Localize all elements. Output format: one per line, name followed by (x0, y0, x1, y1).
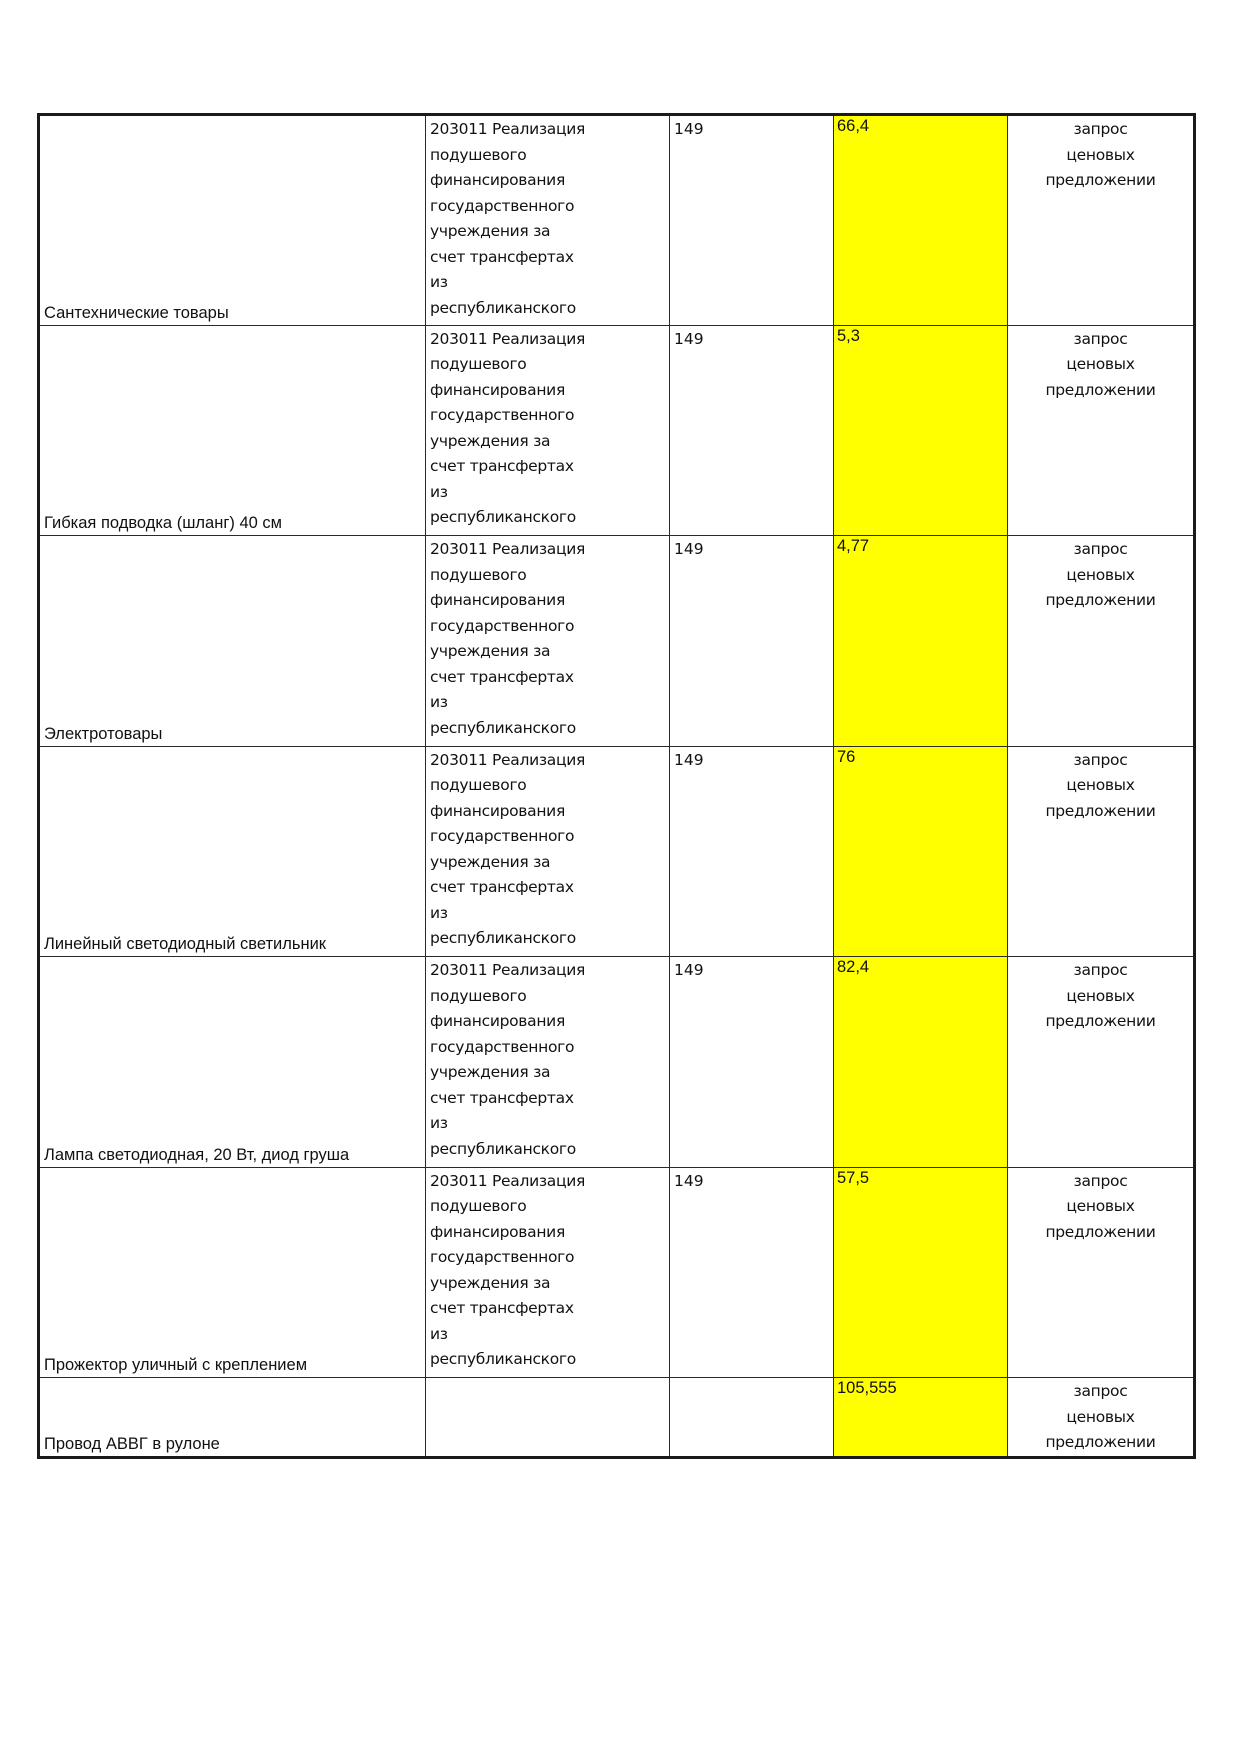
method-cell (1008, 536, 1195, 747)
method-cell (1008, 1378, 1195, 1458)
budget-code: 149 (674, 540, 704, 558)
item-name: Прожектор уличный с креплением (44, 1356, 308, 1374)
table-row (39, 1167, 1195, 1378)
item-name-cell (39, 746, 426, 957)
code-cell (670, 746, 834, 957)
method-cell (1008, 957, 1195, 1168)
funding-source: 203011 Реализация подушевого финансирования государственного учреждения за счет трансфертах из республиканского (430, 1171, 586, 1368)
funding-source (426, 1378, 669, 1379)
amount-cell (834, 325, 1008, 536)
item-name-cell (39, 536, 426, 747)
funding-source-cell (426, 746, 670, 957)
funding-source-cell (426, 1378, 670, 1458)
budget-code: 149 (674, 120, 704, 138)
code-cell (670, 957, 834, 1168)
amount-cell (834, 957, 1008, 1168)
procurement-method: запрос ценовых предложении (1045, 1171, 1156, 1241)
table-row (39, 957, 1195, 1168)
amount-cell (834, 746, 1008, 957)
procurement-method: запрос ценовых предложении (1045, 750, 1156, 820)
item-name-cell (39, 1378, 426, 1458)
table-row (39, 746, 1195, 957)
method-cell (1008, 115, 1195, 326)
item-name: Провод АВВГ в рулоне (44, 1434, 220, 1453)
amount: 105,555 (837, 1379, 897, 1397)
method-cell (1008, 325, 1195, 536)
budget-code: 149 (674, 1171, 704, 1190)
procurement-table (37, 113, 1196, 1459)
item-name: Электротовары (44, 724, 163, 743)
method-cell (1008, 1167, 1195, 1378)
budget-code (670, 1378, 833, 1379)
item-name: Сантехнические товары (44, 303, 229, 322)
funding-source-cell (426, 536, 670, 747)
item-name-cell (39, 115, 426, 326)
amount: 5,3 (837, 326, 860, 345)
funding-source: 203011 Реализация подушевого финансирования государственного учреждения за счет трансфертах из республиканского (430, 961, 586, 1158)
funding-source-cell (426, 957, 670, 1168)
item-name: Лампа светодиодная, 20 Вт, диод груша (44, 1145, 350, 1164)
code-cell (670, 1167, 834, 1378)
code-cell (670, 325, 834, 536)
funding-source-cell (426, 1167, 670, 1378)
item-name: Линейный светодиодный светильник (44, 935, 327, 953)
amount-cell (834, 115, 1008, 326)
item-name-cell (39, 325, 426, 536)
amount: 57,5 (837, 1168, 870, 1187)
amount-cell (834, 1167, 1008, 1378)
budget-code: 149 (674, 329, 704, 348)
procurement-method: запрос ценовых предложении (1045, 329, 1156, 399)
amount: 82,4 (837, 958, 870, 976)
amount-cell (834, 1378, 1008, 1458)
method-cell (1008, 746, 1195, 957)
table-row (39, 115, 1195, 326)
item-name-cell (39, 957, 426, 1168)
funding-source: 203011 Реализация подушевого финансирования государственного учреждения за счет трансфертах из республиканского (430, 120, 586, 317)
procurement-method: запрос ценовых предложении (1045, 1382, 1156, 1451)
amount: 4,77 (837, 537, 870, 555)
table-row (39, 1378, 1195, 1458)
code-cell (670, 1378, 834, 1458)
funding-source-cell (426, 115, 670, 326)
procurement-method: запрос ценовых предложении (1045, 120, 1156, 189)
item-name-cell (39, 1167, 426, 1378)
funding-source: 203011 Реализация подушевого финансирования государственного учреждения за счет трансфертах из республиканского (430, 750, 586, 947)
funding-source: 203011 Реализация подушевого финансирования государственного учреждения за счет трансфертах из республиканского (430, 329, 586, 526)
funding-source: 203011 Реализация подушевого финансирования государственного учреждения за счет трансфертах из республиканского (430, 540, 586, 737)
code-cell (670, 536, 834, 747)
procurement-method: запрос ценовых предложении (1045, 540, 1156, 609)
budget-code: 149 (674, 961, 704, 979)
item-name: Гибкая подводка (шланг) 40 см (44, 514, 282, 532)
amount-cell (834, 536, 1008, 747)
funding-source-cell (426, 325, 670, 536)
amount: 66,4 (837, 117, 870, 135)
table-row (39, 325, 1195, 536)
amount: 76 (837, 747, 856, 766)
code-cell (670, 115, 834, 326)
table-row (39, 536, 1195, 747)
procurement-method: запрос ценовых предложении (1045, 961, 1156, 1030)
budget-code: 149 (674, 750, 704, 769)
